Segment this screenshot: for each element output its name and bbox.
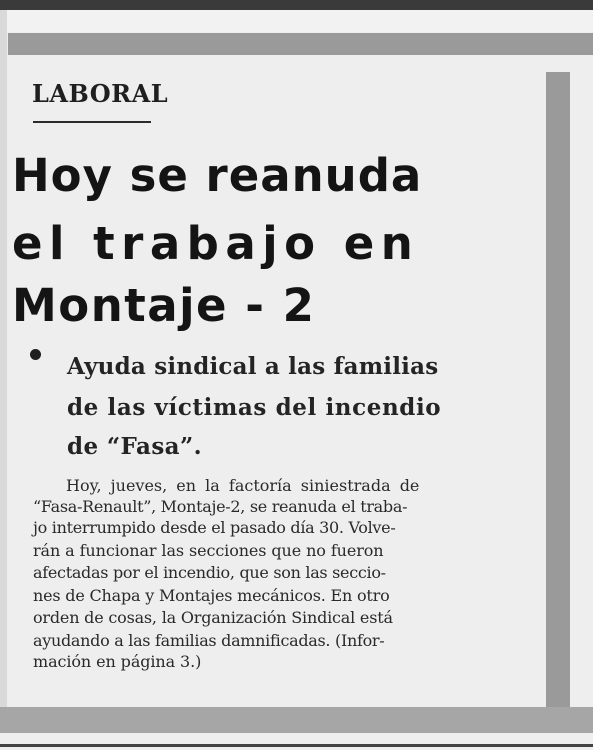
body-line-4: rán a funcionar las secciones que no fueron bbox=[33, 541, 384, 560]
frame-bar-bottom bbox=[0, 707, 593, 733]
subhead-line-3: de “Fasa”. bbox=[67, 433, 203, 460]
headline-line-1: Hoy se reanuda bbox=[12, 149, 423, 202]
frame-bar-top bbox=[8, 33, 593, 55]
frame-bar-right bbox=[546, 72, 570, 707]
subhead-line-1: Ayuda sindical a las familias bbox=[67, 353, 439, 380]
bottom-rule bbox=[0, 744, 593, 747]
body-line-7: orden de cosas, la Organización Sindical está bbox=[33, 608, 393, 627]
bullet-icon bbox=[30, 349, 41, 360]
body-line-6: nes de Chapa y Montajes mecánicos. En otro bbox=[33, 586, 390, 605]
headline-line-3: Montaje - 2 bbox=[12, 279, 316, 332]
headline-line-2: el trabajo en bbox=[12, 217, 420, 270]
body-line-5: afectadas por el incendio, que son las seccio- bbox=[33, 563, 386, 582]
bottom-paper-strip bbox=[0, 733, 593, 750]
body-line-2: “Fasa-Renault”, Montaje-2, se reanuda el traba- bbox=[33, 497, 408, 516]
section-label: LABORAL bbox=[32, 79, 169, 108]
section-underline bbox=[33, 121, 151, 123]
top-dark-strip bbox=[0, 0, 593, 10]
top-paper-strip bbox=[0, 10, 593, 32]
body-line-1: Hoy, jueves, en la factoría siniestrada de bbox=[66, 476, 420, 495]
body-line-3: jo interrumpido desde el pasado día 30. Volve- bbox=[33, 518, 396, 537]
left-paper-edge bbox=[0, 10, 7, 710]
body-line-9: mación en página 3.) bbox=[33, 652, 202, 671]
subhead-line-2: de las víctimas del incendio bbox=[67, 394, 442, 421]
body-line-8: ayudando a las familias damnificadas. (Infor- bbox=[33, 631, 385, 650]
